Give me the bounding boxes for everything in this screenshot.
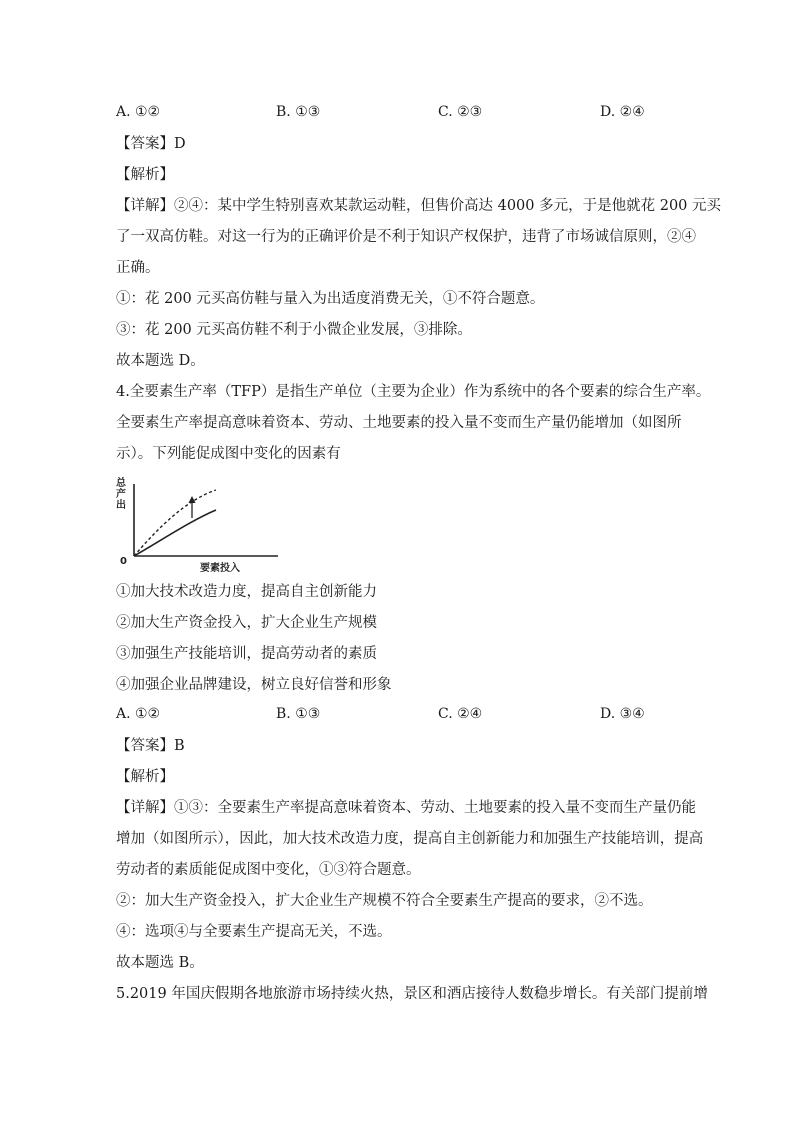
q3-detail-line-1: 【详解】②④：某中学生特别喜欢某款运动鞋，但售价高达 4000 多元，于是他就花 200 元买 — [116, 198, 722, 214]
origin-label: 0 — [120, 556, 127, 567]
q4-answer: 【答案】B — [116, 738, 185, 754]
q3-note-3: ③：花 200 元买高仿鞋不利于小微企业发展，③排除。 — [116, 322, 472, 338]
shifted-output-curve — [134, 490, 216, 556]
q4-option-b: B. ①③ — [276, 706, 321, 722]
q4-options — [116, 706, 686, 726]
q4-conclusion: 故本题选 B。 — [116, 955, 204, 971]
q4-option-d: D. ③④ — [600, 706, 645, 722]
q5-stem-line-1: 5.2019 年国庆假期各地旅游市场持续火热，景区和酒店接待人数稳步增长。有关部门提前增 — [116, 986, 708, 1002]
q4-stem-line-3: 示）。下列能促成图中变化的因素有 — [116, 446, 341, 462]
q4-detail-line-3: 劳动者的素质能促成图中变化，①③符合题意。 — [116, 862, 421, 878]
q3-detail-line-3: 正确。 — [116, 260, 160, 276]
q3-analysis-title: 【解析】 — [116, 167, 174, 183]
q3-answer: 【答案】D — [116, 136, 186, 152]
q4-note-4: ④：选项④与全要素生产提高无关，不选。 — [116, 924, 392, 940]
q4-production-figure — [112, 476, 282, 574]
q4-choice-1: ①加大技术改造力度，提高自主创新能力 — [116, 584, 377, 600]
x-axis-label: 要素投入 — [200, 563, 240, 574]
y-axis-label-char-2: 产 — [116, 489, 126, 500]
q4-option-a: A. ①② — [116, 706, 161, 722]
production-curve-diagram — [112, 476, 282, 574]
y-axis-label-char-3: 出 — [116, 500, 126, 511]
q3-conclusion: 故本题选 D。 — [116, 353, 205, 369]
q3-detail-line-2: 了一双高仿鞋。对这一行为的正确评价是不利于知识产权保护，违背了市场诚信原则，②④ — [116, 229, 696, 245]
q4-choice-3: ③加强生产技能培训，提高劳动者的素质 — [116, 646, 377, 662]
q3-options — [116, 104, 686, 124]
q3-option-c: C. ②③ — [438, 104, 483, 120]
q3-option-d: D. ②④ — [600, 104, 645, 120]
original-output-curve — [134, 510, 216, 556]
q3-option-a: A. ①② — [116, 104, 161, 120]
q3-option-b: B. ①③ — [276, 104, 321, 120]
q3-note-1: ①：花 200 元买高仿鞋与量入为出适度消费无关，①不符合题意。 — [116, 291, 545, 307]
q4-detail-line-1: 【详解】①③：全要素生产率提高意味着资本、劳动、土地要素的投入量不变而生产量仍能 — [116, 800, 696, 816]
q4-stem-line-1: 4.全要素生产率（TFP）是指生产单位（主要为企业）作为系统中的各个要素的综合生产率。 — [116, 384, 711, 400]
q4-analysis-title: 【解析】 — [116, 769, 174, 785]
q4-choice-4: ④加强企业品牌建设，树立良好信誉和形象 — [116, 677, 392, 693]
y-axis-label-char-1: 总 — [116, 478, 126, 489]
q4-detail-line-2: 增加（如图所示），因此，加大技术改造力度，提高自主创新能力和加强生产技能培训，提高 — [116, 831, 704, 847]
q4-option-c: C. ②④ — [438, 706, 483, 722]
q4-note-2: ②：加大生产资金投入，扩大企业生产规模不符合全要素生产提高的要求，②不选。 — [116, 893, 653, 909]
q4-stem-line-2: 全要素生产率提高意味着资本、劳动、土地要素的投入量不变而生产量仍能增加（如图所 — [116, 415, 682, 431]
q4-choice-2: ②加大生产资金投入，扩大企业生产规模 — [116, 615, 377, 631]
